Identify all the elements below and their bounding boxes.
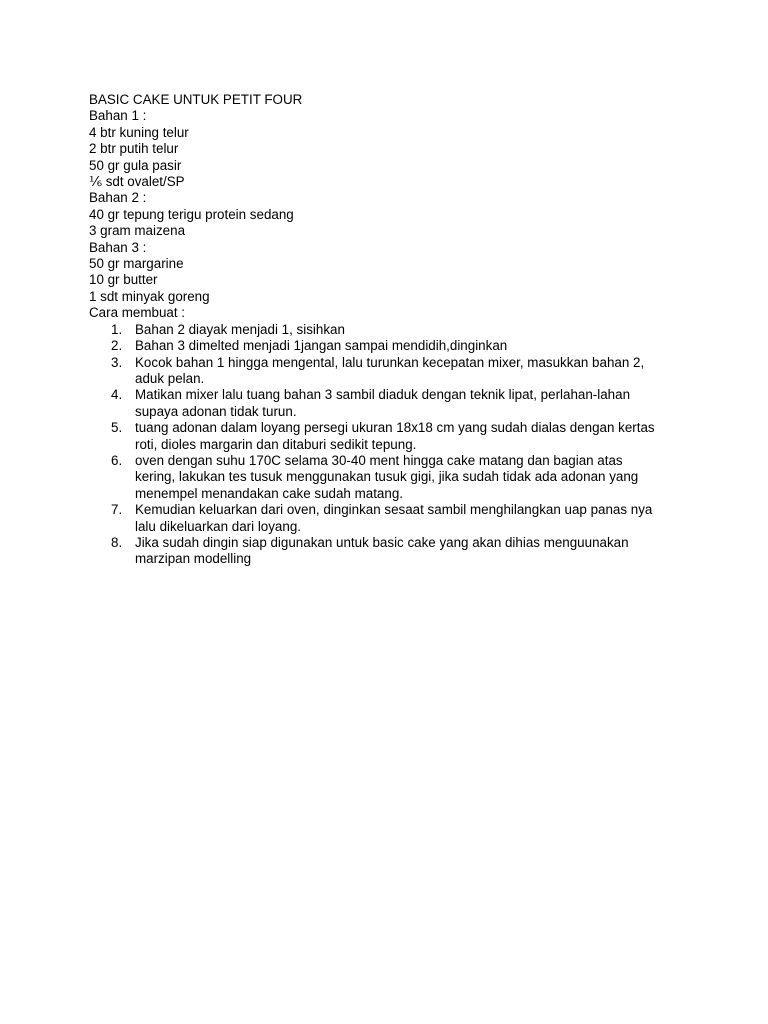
ingredient-item: 10 gr butter <box>89 272 158 288</box>
step-line: Kemudian keluarkan dari oven, dinginkan sesaat sambil menghilangkan uap panas nya <box>135 502 653 518</box>
step-text <box>135 420 675 453</box>
section-heading-bahan-2: Bahan 2 : <box>89 190 147 206</box>
step-text <box>135 453 675 502</box>
section-heading-bahan-3: Bahan 3 : <box>89 239 147 255</box>
step-number: 1. <box>111 321 123 337</box>
step-number: 2. <box>111 338 123 354</box>
list-item <box>89 420 689 453</box>
list-item <box>89 338 689 354</box>
step-line: Bahan 2 diayak menjadi 1, sisihkan <box>135 321 345 337</box>
step-line: oven dengan suhu 170C selama 30-40 ment hingga cake matang dan bagian atas <box>135 452 623 468</box>
step-number: 5. <box>111 420 123 436</box>
list-item <box>89 355 689 388</box>
step-number: 7. <box>111 502 123 518</box>
step-line: Kocok bahan 1 hingga mengental, lalu turunkan kecepatan mixer, masukkan bahan 2, <box>135 354 645 370</box>
ingredient-item: 3 gram maizena <box>89 223 186 239</box>
step-line: kering, lakukan tes tusuk menggunakan tusuk gigi, jika sudah tidak ada adonan yang <box>135 469 639 485</box>
ingredient-item: ⅙ sdt ovalet/SP <box>89 174 185 190</box>
list-item <box>89 453 689 502</box>
step-number: 8. <box>111 534 123 550</box>
step-line: menempel menandakan cake sudah matang. <box>135 485 403 501</box>
step-number: 6. <box>111 452 123 468</box>
ingredient-item: 1 sdt minyak goreng <box>89 288 210 304</box>
step-number: 4. <box>111 387 123 403</box>
method-steps-list <box>89 322 689 568</box>
section-heading-bahan-1: Bahan 1 : <box>89 108 147 124</box>
list-item <box>89 535 689 568</box>
step-text <box>135 322 675 338</box>
step-line: marzipan modelling <box>135 551 252 567</box>
step-line: lalu dikeluarkan dari loyang. <box>135 518 301 534</box>
step-line: tuang adonan dalam loyang persegi ukuran 18x18 cm yang sudah dialas dengan kertas <box>135 420 655 436</box>
ingredient-item: 4 btr kuning telur <box>89 124 189 140</box>
step-number: 3. <box>111 354 123 370</box>
document-page <box>89 92 689 568</box>
step-text <box>135 355 675 388</box>
ingredient-item: 50 gr gula pasir <box>89 157 182 173</box>
recipe-title: BASIC CAKE UNTUK PETIT FOUR <box>89 92 303 107</box>
step-text <box>135 535 675 568</box>
step-line: Jika sudah dingin siap digunakan untuk basic cake yang akan dihias menguunakan <box>135 534 629 550</box>
list-item <box>89 322 689 338</box>
step-line: Bahan 3 dimelted menjadi 1jangan sampai mendidih,dinginkan <box>135 338 508 354</box>
method-heading: Cara membuat : <box>89 305 186 321</box>
ingredient-item: 2 btr putih telur <box>89 141 179 157</box>
step-line: supaya adonan tidak turun. <box>135 403 297 419</box>
ingredient-item: 40 gr tepung terigu protein sedang <box>89 206 294 222</box>
list-item <box>89 502 689 535</box>
step-text <box>135 387 675 420</box>
ingredient-item: 50 gr margarine <box>89 256 184 272</box>
list-item <box>89 387 689 420</box>
step-line: aduk pelan. <box>135 370 205 386</box>
step-text <box>135 338 675 354</box>
step-text <box>135 502 675 535</box>
step-line: roti, dioles margarin dan ditaburi sedikit tepung. <box>135 436 417 452</box>
step-line: Matikan mixer lalu tuang bahan 3 sambil diaduk dengan teknik lipat, perlahan-lahan <box>135 387 631 403</box>
